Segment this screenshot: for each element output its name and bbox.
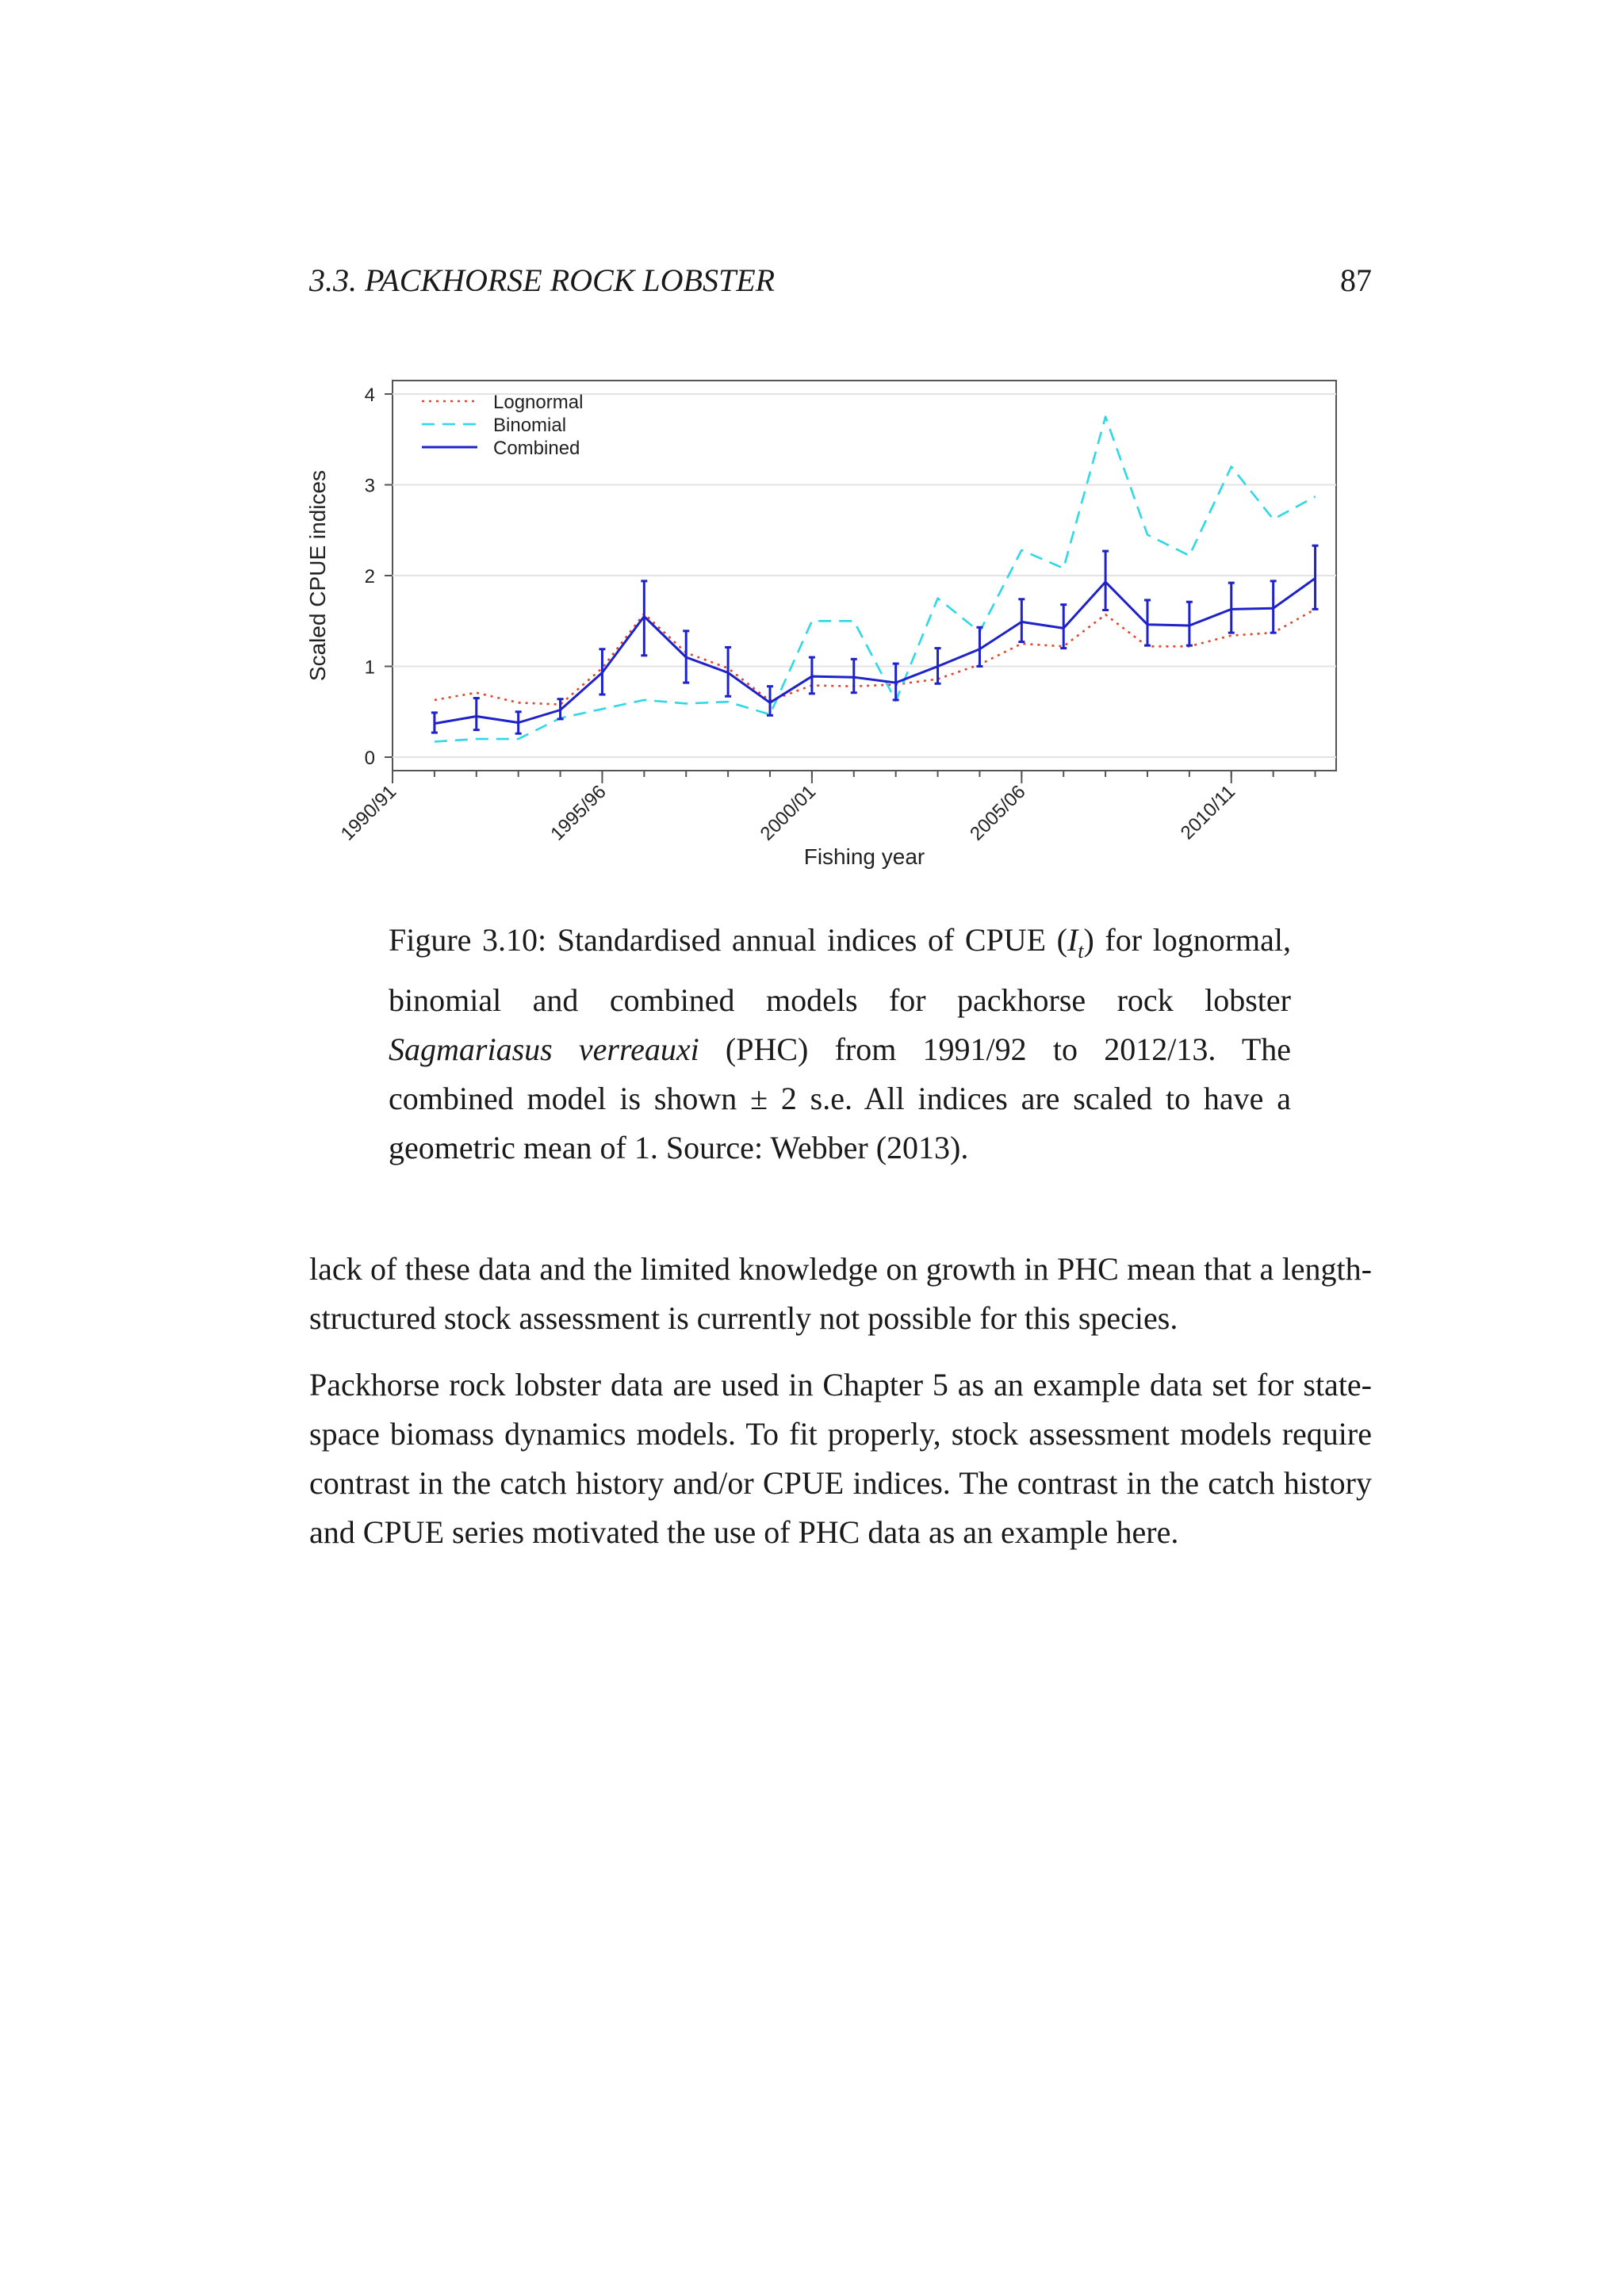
y-axis-label: Scaled CPUE indices <box>305 469 330 682</box>
x-tick-label: 1990/91 <box>336 781 401 845</box>
y-axis <box>365 385 393 769</box>
caption-math-symbol: I <box>1067 922 1078 958</box>
caption-species: Sagmariasus verreauxi <box>389 1031 699 1067</box>
x-tick-label: 2000/01 <box>756 781 821 845</box>
running-head-title: 3.3. PACKHORSE ROCK LOBSTER <box>309 262 776 298</box>
y-tick-label: 4 <box>364 385 375 406</box>
caption-text-1: Standardised annual indices of CPUE ( <box>557 922 1067 958</box>
caption-math-subscript: t <box>1078 939 1084 962</box>
page-number: 87 <box>1340 262 1372 298</box>
x-tick-label: 1995/96 <box>546 781 611 845</box>
running-head <box>309 262 1372 301</box>
y-tick-label: 0 <box>364 748 375 769</box>
legend-label-binomial: Binomial <box>493 415 567 436</box>
x-tick-label: 2010/11 <box>1176 781 1240 844</box>
cpue-chart <box>301 365 1356 888</box>
caption-label: Figure 3.10: <box>389 922 547 958</box>
legend-label-combined: Combined <box>493 438 580 459</box>
y-tick-label: 2 <box>364 566 375 587</box>
y-tick-label: 3 <box>364 475 375 497</box>
x-axis <box>337 771 1316 845</box>
x-tick-label: 2005/06 <box>966 781 1030 845</box>
x-axis-label: Fishing year <box>803 844 925 869</box>
y-tick-label: 1 <box>364 656 375 679</box>
legend-label-lognormal: Lognormal <box>493 392 584 413</box>
body-text <box>309 1245 1372 1575</box>
paragraph-1: lack of these data and the limited knowledge on growth in PHC mean that a length-structured stock assessment is currently not possible for this species. <box>309 1251 1372 1336</box>
caption-text-2: ) for lognormal, binomial and combined models for packhorse rock lobster <box>389 922 1292 1018</box>
paragraph-2: Packhorse rock lobster data are used in Chapter 5 as an example data set for state-space biomass dynamics models. To fit properly, stock assessment models require contrast in the catch history and/or CPUE indices. The contrast in the catch history and CPUE series motivated the use of PHC data as an example here. <box>309 1367 1372 1550</box>
caption-text-3: (PHC) from 1991/92 to 2012/13. The combined model is shown ± 2 s.e. All indices are scaled to have a geometric mean of 1. Source: Webber (2013). <box>389 1031 1292 1165</box>
figure-caption <box>389 916 1291 1173</box>
